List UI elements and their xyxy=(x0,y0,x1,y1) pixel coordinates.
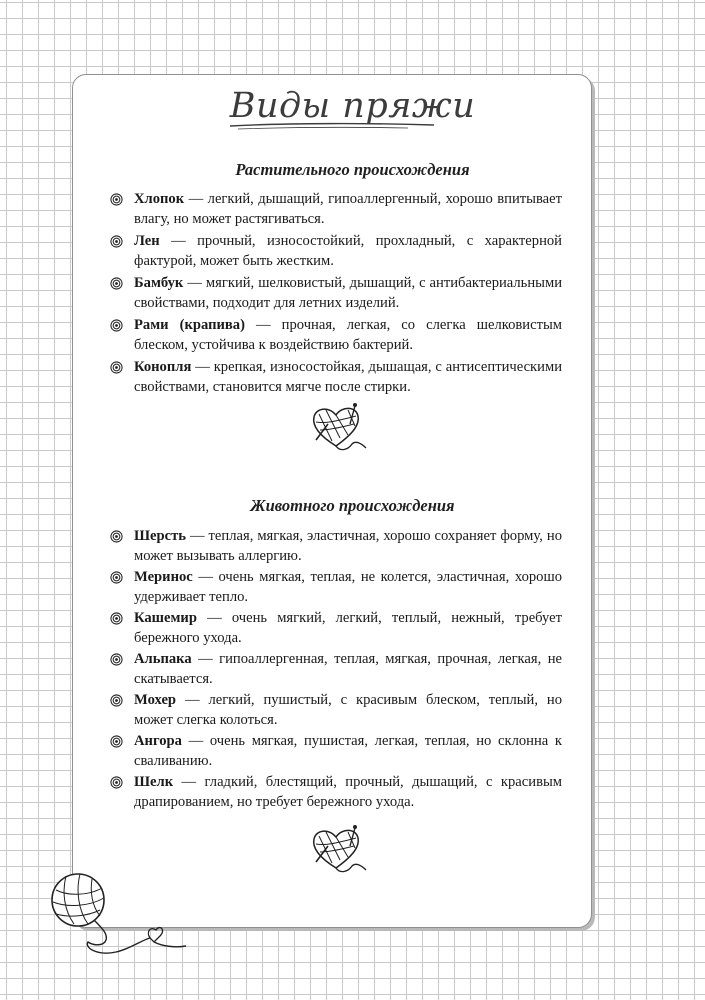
yarn-term: Конопля xyxy=(134,359,192,375)
yarn-description: — крепкая, износостойкая, дышащая, с антисептическими свойствами, становится мягче после стирки. xyxy=(134,359,562,395)
target-bullet-icon xyxy=(110,571,123,584)
target-bullet-icon xyxy=(110,776,123,789)
list-item xyxy=(108,773,562,812)
animal-yarn-list xyxy=(108,527,562,812)
plant-yarn-list xyxy=(108,190,562,397)
target-bullet-icon xyxy=(110,694,123,707)
yarn-description: — гипоаллергенная, теплая, мягкая, прочная, легкая, не скатывается. xyxy=(134,651,562,687)
list-item xyxy=(108,650,562,689)
yarn-description: — легкий, дышащий, гипоаллергенный, хорошо впитывает влагу, но может растягиваться. xyxy=(134,191,562,227)
target-bullet-icon xyxy=(110,361,123,374)
page-title: Виды пряжи xyxy=(229,86,476,126)
yarn-description: — очень мягкий, легкий, теплый, нежный, требует бережного ухода. xyxy=(134,610,562,646)
yarn-description: — очень мягкая, теплая, не колется, эластичная, хорошо удерживает тепло. xyxy=(134,569,562,605)
yarn-description: — гладкий, блестящий, прочный, дышащий, с красивым драпированием, но требует бережного ухода. xyxy=(134,774,562,810)
yarn-description: — мягкий, шелковистый, дышащий, с антибактериальными свойствами, подходит для летних изделий. xyxy=(134,275,562,311)
yarn-description: — прочная, легкая, со слегка шелковистым блеском, устойчива к воздействию бактерий. xyxy=(134,317,562,353)
yarn-heart-icon xyxy=(306,822,376,880)
list-item xyxy=(108,358,562,397)
yarn-term: Меринос xyxy=(134,569,193,585)
yarn-description: — очень мягкая, пушистая, легкая, теплая, но склонна к сваливанию. xyxy=(134,733,562,769)
list-item xyxy=(108,568,562,607)
target-bullet-icon xyxy=(110,735,123,748)
list-item xyxy=(108,190,562,229)
target-bullet-icon xyxy=(110,653,123,666)
target-bullet-icon xyxy=(110,319,123,332)
yarn-term: Кашемир xyxy=(134,610,197,626)
list-item xyxy=(108,232,562,271)
yarn-term: Мохер xyxy=(134,692,177,708)
section-title-animal: Животного происхождения xyxy=(250,496,455,515)
yarn-term: Рами (крапива) xyxy=(134,317,245,333)
list-item xyxy=(108,316,562,355)
yarn-term: Шелк xyxy=(134,774,174,790)
title-underline xyxy=(228,118,438,132)
list-item xyxy=(108,691,562,730)
target-bullet-icon xyxy=(110,235,123,248)
target-bullet-icon xyxy=(110,530,123,543)
yarn-term: Бамбук xyxy=(134,275,184,291)
list-item xyxy=(108,609,562,648)
list-item xyxy=(108,527,562,566)
yarn-description: — легкий, пушистый, с красивым блеском, теплый, но может слегка колоться. xyxy=(134,692,562,728)
yarn-description: — теплая, мягкая, эластичная, хорошо сохраняет форму, но может вызывать аллергию. xyxy=(134,528,562,564)
yarn-term: Лен xyxy=(134,233,160,249)
yarn-term: Хлопок xyxy=(134,191,185,207)
yarn-term: Альпака xyxy=(134,651,192,667)
target-bullet-icon xyxy=(110,193,123,206)
list-item xyxy=(108,274,562,313)
yarn-ball-icon xyxy=(46,866,196,962)
yarn-heart-icon xyxy=(306,400,376,458)
yarn-term: Шерсть xyxy=(134,528,186,544)
section-title-plant: Растительного происхождения xyxy=(235,160,470,179)
yarn-description: — прочный, износостойкий, прохладный, с характерной фактурой, может быть жестким. xyxy=(134,233,562,269)
target-bullet-icon xyxy=(110,277,123,290)
target-bullet-icon xyxy=(110,612,123,625)
yarn-term: Ангора xyxy=(134,733,182,749)
list-item xyxy=(108,732,562,771)
